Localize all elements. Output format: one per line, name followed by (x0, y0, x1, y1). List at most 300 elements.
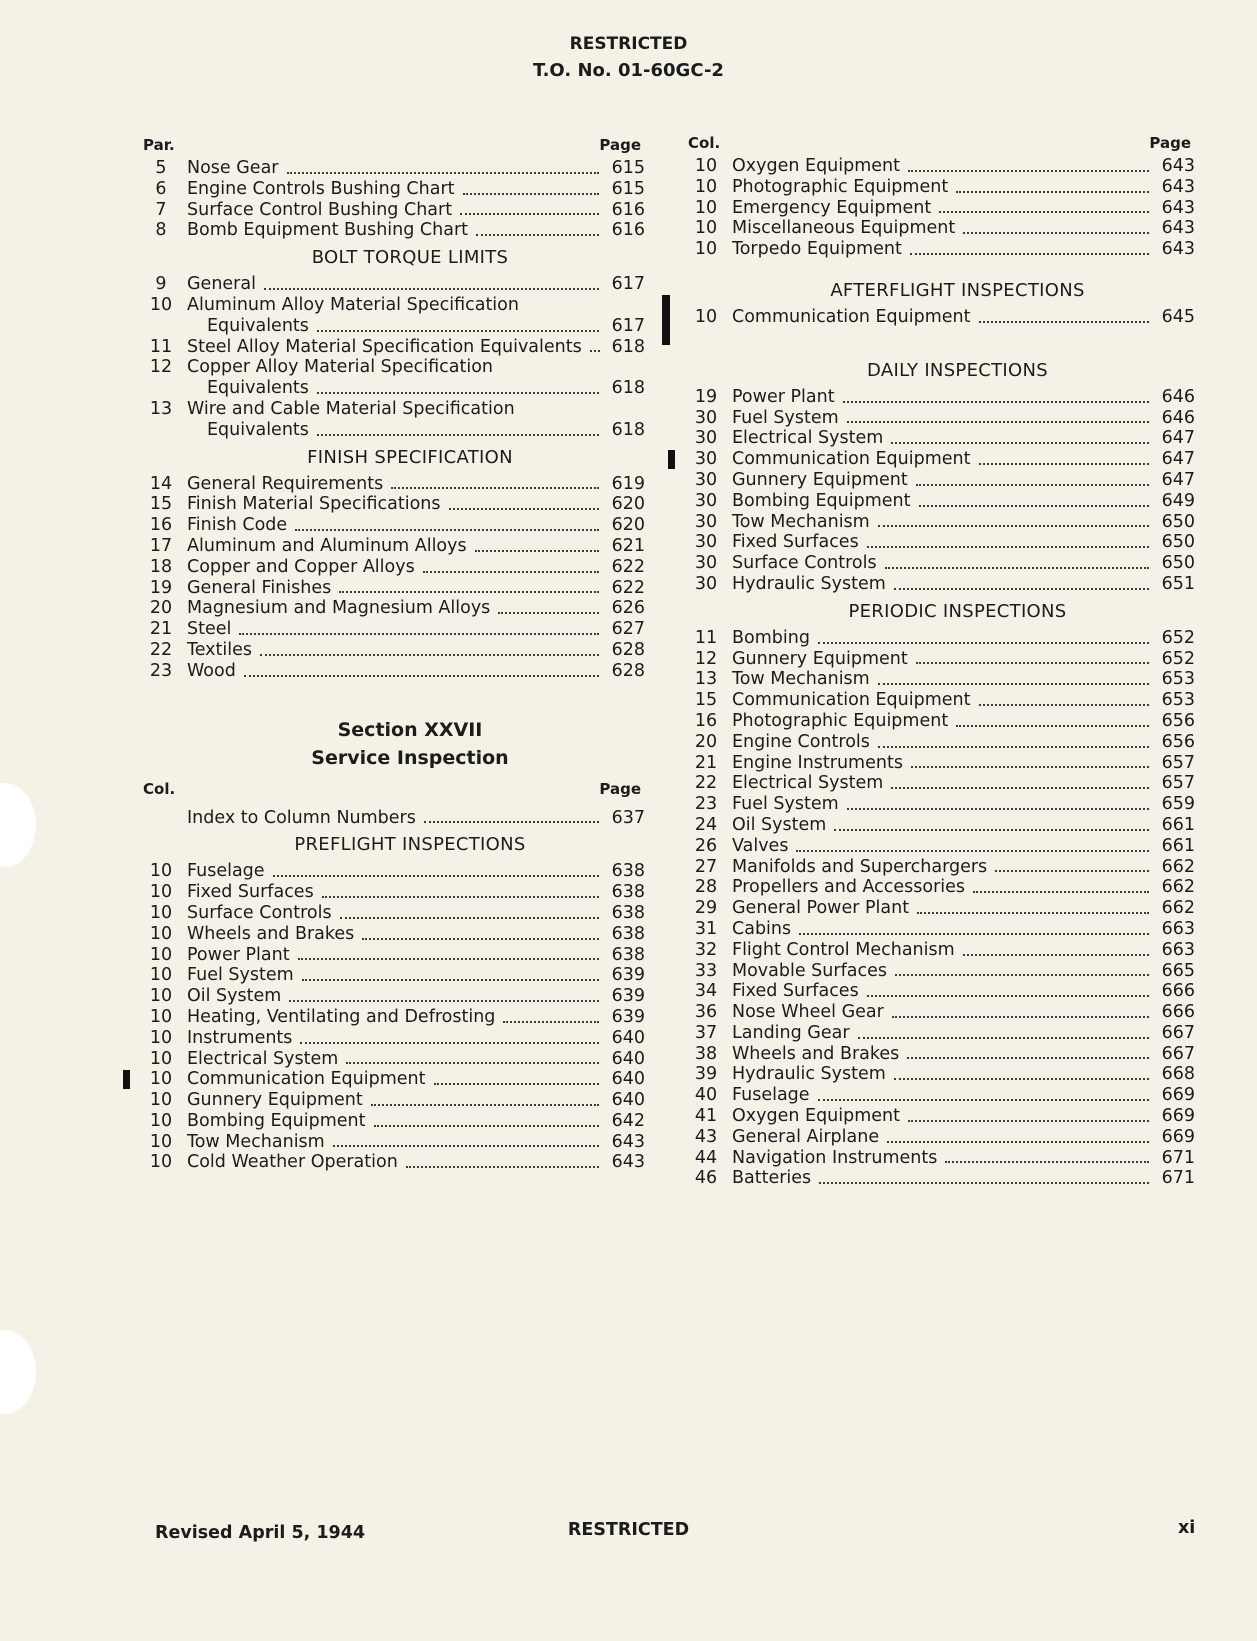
table-row (135, 1090, 645, 1111)
list-group (680, 387, 1195, 595)
entry-number: 10 (149, 923, 173, 944)
entry-title: Copper Alloy Material Specification (187, 357, 494, 378)
entry-title: Nose Wheel Gear (732, 1002, 884, 1023)
entry-number: 21 (149, 619, 173, 640)
entry-title: Fixed Surfaces (732, 981, 859, 1002)
entry-number: 30 (694, 407, 718, 428)
entry-number: 16 (149, 515, 173, 536)
entry-page: 650 (1161, 511, 1195, 532)
entry-page: 656 (1161, 710, 1195, 731)
entry-page: 661 (1161, 814, 1195, 835)
table-row (680, 981, 1195, 1002)
entry-number: 7 (155, 199, 167, 220)
entry-number: 32 (694, 939, 718, 960)
table-row (680, 470, 1195, 491)
section-heading-periodic: PERIODIC INSPECTIONS (848, 600, 1067, 622)
entry-page: 628 (611, 660, 645, 681)
table-row (135, 295, 645, 316)
entry-title: Communication Equipment (732, 306, 971, 327)
entry-title: General Finishes (187, 577, 332, 598)
table-row (135, 661, 645, 682)
entry-page: 667 (1161, 1022, 1195, 1043)
entry-number: 13 (149, 398, 173, 419)
table-row (680, 836, 1195, 857)
entry-page: 645 (1161, 306, 1195, 327)
entry-number: 11 (694, 627, 718, 648)
table-row (680, 218, 1195, 239)
right-column (680, 126, 1195, 1189)
entry-page: 640 (611, 1069, 645, 1090)
entry-page: 621 (611, 535, 645, 556)
entry-number: 19 (694, 386, 718, 407)
entry-title: Fixed Surfaces (732, 532, 859, 553)
table-row (680, 1044, 1195, 1065)
entry-page: 620 (611, 494, 645, 515)
table-row (680, 1064, 1195, 1085)
entry-page: 671 (1161, 1147, 1195, 1168)
entry-title: Steel Alloy Material Specification Equivalents (187, 336, 582, 357)
entry-page: 665 (1161, 960, 1195, 981)
entry-page: 628 (611, 639, 645, 660)
entry-title: Hydraulic System (732, 1064, 886, 1085)
entry-page: 643 (1161, 197, 1195, 218)
table-row (680, 898, 1195, 919)
entry-number: 28 (694, 877, 718, 898)
entry-title: Bombing Equipment (187, 1110, 366, 1131)
table-row (135, 640, 645, 661)
entry-number: 10 (149, 1069, 173, 1090)
table-row (680, 877, 1195, 898)
entry-title-continued: Equivalents (207, 378, 309, 399)
entry-number: 43 (694, 1126, 718, 1147)
entry-title: Navigation Instruments (732, 1147, 938, 1168)
entry-title: Communication Equipment (732, 449, 971, 470)
entry-number: 44 (694, 1147, 718, 1168)
entry-number: 22 (694, 773, 718, 794)
entry-number: 10 (149, 944, 173, 965)
entry-title: Hydraulic System (732, 573, 886, 594)
table-row (135, 536, 645, 557)
entry-number: 21 (694, 752, 718, 773)
page-number: xi (1178, 1518, 1196, 1538)
entry-title: Surface Control Bushing Chart (187, 199, 453, 220)
entry-number: 10 (149, 1131, 173, 1152)
table-row (135, 945, 645, 966)
entry-title: Tow Mechanism (732, 511, 870, 532)
table-row (680, 198, 1195, 219)
revision-date: Revised April 5, 1944 (155, 1523, 366, 1543)
entry-title: Propellers and Accessories (732, 877, 966, 898)
table-row-continued (135, 378, 645, 399)
table-row (135, 861, 645, 882)
table-row (135, 1152, 645, 1173)
entry-page: 640 (611, 1027, 645, 1048)
table-row (680, 940, 1195, 961)
entry-title: Electrical System (187, 1048, 339, 1069)
entry-title: Surface Controls (732, 553, 877, 574)
entry-title: Index to Column Numbers (187, 807, 416, 828)
entry-number: 6 (155, 178, 167, 199)
entry-title: Power Plant (187, 944, 290, 965)
entry-title: Manifolds and Superchargers (732, 856, 988, 877)
col-heading: Col. (688, 134, 721, 152)
table-row (135, 1049, 645, 1070)
entry-page: 646 (1161, 386, 1195, 407)
entry-page: 622 (611, 577, 645, 598)
entry-page: 647 (1161, 449, 1195, 470)
table-row (135, 158, 645, 179)
entry-page: 662 (1161, 898, 1195, 919)
table-row (135, 619, 645, 640)
entry-title: Wheels and Brakes (732, 1043, 900, 1064)
table-row (680, 574, 1195, 595)
table-row (680, 1085, 1195, 1106)
entry-title: Flight Control Mechanism (732, 939, 955, 960)
entry-title: Fuselage (732, 1085, 810, 1106)
entry-title: Finish Material Specifications (187, 494, 441, 515)
entry-title: Surface Controls (187, 902, 332, 923)
entry-page: 638 (611, 882, 645, 903)
table-row (680, 307, 1195, 328)
entry-number: 20 (149, 598, 173, 619)
entry-title: Gunnery Equipment (187, 1090, 363, 1111)
table-row (135, 399, 645, 420)
entry-page: 622 (611, 556, 645, 577)
section-heading-bolt-torque-limits: BOLT TORQUE LIMITS (311, 247, 509, 269)
table-row (135, 474, 645, 495)
entry-page: 671 (1161, 1168, 1195, 1189)
table-row (135, 200, 645, 221)
entry-title: Oil System (732, 814, 827, 835)
entry-number: 10 (149, 1006, 173, 1027)
entry-page: 657 (1161, 773, 1195, 794)
entry-page: 643 (1161, 156, 1195, 176)
entry-page: 640 (611, 1048, 645, 1069)
section-title: Service Inspection (311, 746, 509, 769)
table-row (135, 557, 645, 578)
entry-number: 10 (149, 294, 173, 315)
entry-page: 663 (1161, 918, 1195, 939)
entry-number: 30 (694, 553, 718, 574)
table-row (135, 986, 645, 1007)
entry-title: Nose Gear (187, 158, 279, 178)
entry-title: Aluminum Alloy Material Specification (187, 294, 519, 315)
entry-number: 23 (149, 660, 173, 681)
entry-title: Photographic Equipment (732, 176, 949, 197)
entry-page: 663 (1161, 939, 1195, 960)
entry-title: Fixed Surfaces (187, 882, 314, 903)
entry-title: Cold Weather Operation (187, 1152, 398, 1173)
entry-title: Emergency Equipment (732, 197, 932, 218)
entry-page: 669 (1161, 1126, 1195, 1147)
entry-title: General (187, 274, 256, 295)
entry-page: 656 (1161, 731, 1195, 752)
column-header (135, 772, 645, 802)
entry-number: 30 (694, 573, 718, 594)
entry-page: 667 (1161, 1043, 1195, 1064)
entry-number: 37 (694, 1022, 718, 1043)
entry-number: 17 (149, 535, 173, 556)
section-heading-daily: DAILY INSPECTIONS (867, 359, 1048, 381)
entry-number: 40 (694, 1085, 718, 1106)
entry-title: Oxygen Equipment (732, 1106, 901, 1127)
table-row (680, 532, 1195, 553)
entry-number: 10 (694, 239, 718, 260)
entry-number: 24 (694, 814, 718, 835)
entry-page: 618 (611, 378, 645, 399)
left-column (135, 128, 645, 1173)
table-row (680, 156, 1195, 177)
table-row (135, 1132, 645, 1153)
table-row (135, 494, 645, 515)
table-row (680, 815, 1195, 836)
entry-title: Fuselage (187, 861, 265, 882)
table-row-continued (135, 316, 645, 337)
list-group (680, 628, 1195, 1190)
table-row (680, 794, 1195, 815)
entry-page: 639 (611, 986, 645, 1007)
entry-title: Magnesium and Magnesium Alloys (187, 598, 491, 619)
table-row (135, 924, 645, 945)
entry-page: 619 (611, 473, 645, 494)
table-row (680, 919, 1195, 940)
entry-page: 638 (611, 902, 645, 923)
entry-page: 647 (1161, 428, 1195, 449)
entry-title: Textiles (187, 639, 253, 660)
entry-number: 12 (149, 357, 173, 378)
entry-title: Engine Controls Bushing Chart (187, 178, 455, 199)
table-row (135, 903, 645, 924)
entry-page: 653 (1161, 690, 1195, 711)
table-row (135, 337, 645, 358)
table-row (680, 1106, 1195, 1127)
entry-number: 10 (149, 1152, 173, 1173)
entry-title: Engine Controls (732, 731, 870, 752)
entry-page: 669 (1161, 1106, 1195, 1127)
section-heading-preflight: PREFLIGHT INSPECTIONS (294, 834, 526, 856)
entry-page: 653 (1161, 669, 1195, 690)
entry-page: 666 (1161, 981, 1195, 1002)
entry-number: 10 (149, 902, 173, 923)
table-row (680, 553, 1195, 574)
table-row (680, 491, 1195, 512)
entry-number: 19 (149, 577, 173, 598)
entry-title: Bombing Equipment (732, 490, 911, 511)
entry-number: 10 (694, 218, 718, 239)
entry-number: 30 (694, 532, 718, 553)
entry-number: 10 (149, 1027, 173, 1048)
entry-page: 626 (611, 598, 645, 619)
entry-number: 30 (694, 511, 718, 532)
entry-title: General Requirements (187, 473, 384, 494)
entry-number: 10 (694, 197, 718, 218)
entry-page: 659 (1161, 794, 1195, 815)
entry-title: Copper and Copper Alloys (187, 556, 415, 577)
entry-title: Oil System (187, 986, 282, 1007)
page-heading: Page (599, 779, 641, 798)
entry-number: 10 (149, 1048, 173, 1069)
entry-number: 23 (694, 794, 718, 815)
entry-page: 638 (611, 944, 645, 965)
entry-number: 26 (694, 835, 718, 856)
section-number: Section XXVII (337, 718, 483, 741)
table-row (680, 239, 1195, 260)
entry-number: 34 (694, 981, 718, 1002)
revision-bar (662, 295, 670, 345)
entry-number: 11 (149, 336, 173, 357)
entry-title: Photographic Equipment (732, 710, 949, 731)
entry-title: Valves (732, 835, 789, 856)
document-number: T.O. No. 01-60GC-2 (533, 60, 724, 81)
entry-number: 10 (149, 965, 173, 986)
entry-title: Engine Instruments (732, 752, 903, 773)
entry-page: 627 (611, 619, 645, 640)
entry-number: 22 (149, 639, 173, 660)
entry-title: Tow Mechanism (732, 669, 870, 690)
entry-number: 38 (694, 1043, 718, 1064)
column-header (680, 126, 1195, 156)
table-row (680, 512, 1195, 533)
list-group (680, 307, 1195, 328)
entry-page: 643 (1161, 218, 1195, 239)
entry-page: 618 (611, 336, 645, 357)
entry-number: 10 (149, 882, 173, 903)
entry-page: 615 (611, 158, 645, 178)
entry-title: Electrical System (732, 428, 884, 449)
entry-number: 10 (694, 156, 718, 176)
table-row-continued (135, 420, 645, 441)
list-group (135, 274, 645, 440)
table-row (135, 1028, 645, 1049)
entry-number: 10 (149, 1090, 173, 1111)
entry-number: 30 (694, 490, 718, 511)
header-classification: RESTRICTED (569, 34, 688, 54)
table-row (680, 773, 1195, 794)
table-row (680, 1002, 1195, 1023)
entry-title: Torpedo Equipment (732, 239, 902, 260)
entry-title: Landing Gear (732, 1022, 850, 1043)
table-row (135, 578, 645, 599)
table-row (680, 628, 1195, 649)
table-row (135, 357, 645, 378)
col-heading: Col. (143, 779, 176, 798)
entry-page: 638 (611, 861, 645, 882)
entry-title: Fuel System (732, 407, 839, 428)
entry-number: 30 (694, 428, 718, 449)
table-row (680, 732, 1195, 753)
entry-title: Instruments (187, 1027, 293, 1048)
table-row (135, 515, 645, 536)
entry-number: 10 (149, 986, 173, 1007)
table-row (135, 1111, 645, 1132)
entry-title: Aluminum and Aluminum Alloys (187, 535, 467, 556)
section-heading-finish-specification: FINISH SPECIFICATION (307, 446, 513, 468)
entry-title: Miscellaneous Equipment (732, 218, 956, 239)
entry-page: 647 (1161, 469, 1195, 490)
entry-title: Communication Equipment (187, 1069, 426, 1090)
table-row (680, 753, 1195, 774)
entry-number: 15 (149, 494, 173, 515)
entry-number: 31 (694, 918, 718, 939)
entry-title: Heating, Ventilating and Defrosting (187, 1006, 496, 1027)
entry-page: 643 (611, 1152, 645, 1173)
revision-bar (123, 1070, 130, 1089)
table-row (680, 408, 1195, 429)
table-row (135, 598, 645, 619)
entry-number: 18 (149, 556, 173, 577)
table-row (680, 649, 1195, 670)
entry-page: 639 (611, 1006, 645, 1027)
entry-page: 643 (611, 1131, 645, 1152)
entry-number: 5 (155, 158, 167, 178)
entry-title: Wire and Cable Material Specification (187, 398, 515, 419)
entry-title: General Power Plant (732, 898, 910, 919)
revision-bar (668, 450, 675, 469)
entry-title: General Airplane (732, 1126, 880, 1147)
entry-number: 15 (694, 690, 718, 711)
entry-page: 642 (611, 1110, 645, 1131)
entry-title: Electrical System (732, 773, 884, 794)
entry-number: 46 (694, 1168, 718, 1189)
entry-number: 30 (694, 449, 718, 470)
table-row (135, 220, 645, 241)
list-group (135, 861, 645, 1173)
section-heading-afterflight: AFTERFLIGHT INSPECTIONS (830, 279, 1085, 301)
entry-title: Wheels and Brakes (187, 923, 355, 944)
entry-number: 16 (694, 710, 718, 731)
entry-page: 652 (1161, 627, 1195, 648)
entry-page: 650 (1161, 532, 1195, 553)
table-row (680, 690, 1195, 711)
entry-title: Bomb Equipment Bushing Chart (187, 220, 469, 241)
entry-page: 618 (611, 419, 645, 440)
table-row (680, 711, 1195, 732)
entry-number: 10 (149, 1110, 173, 1131)
table-row (680, 1168, 1195, 1189)
entry-page: 615 (611, 178, 645, 199)
entry-number: 36 (694, 1002, 718, 1023)
entry-page: 652 (1161, 648, 1195, 669)
entry-title: Bombing (732, 627, 810, 648)
entry-page: 637 (611, 807, 645, 828)
entry-number: 10 (694, 306, 718, 327)
table-row (680, 177, 1195, 198)
entry-title: Gunnery Equipment (732, 648, 908, 669)
table-row (680, 961, 1195, 982)
entry-page: 662 (1161, 856, 1195, 877)
index-row (135, 808, 645, 829)
entry-number: 14 (149, 473, 173, 494)
entry-number: 41 (694, 1106, 718, 1127)
entry-title: Power Plant (732, 386, 835, 407)
entry-page: 651 (1161, 573, 1195, 594)
entry-page: 666 (1161, 1002, 1195, 1023)
table-row (680, 449, 1195, 470)
entry-number: 10 (149, 861, 173, 882)
entry-title-continued: Equivalents (207, 419, 309, 440)
entry-number: 9 (155, 274, 167, 295)
punch-hole (0, 1330, 36, 1414)
table-row (680, 1148, 1195, 1169)
entry-title: Communication Equipment (732, 690, 971, 711)
punch-hole (0, 783, 36, 867)
entry-page: 617 (611, 274, 645, 295)
entry-title: Finish Code (187, 515, 288, 536)
entry-number: 33 (694, 960, 718, 981)
entry-page: 643 (1161, 239, 1195, 260)
entry-page: 657 (1161, 752, 1195, 773)
table-row (135, 274, 645, 295)
